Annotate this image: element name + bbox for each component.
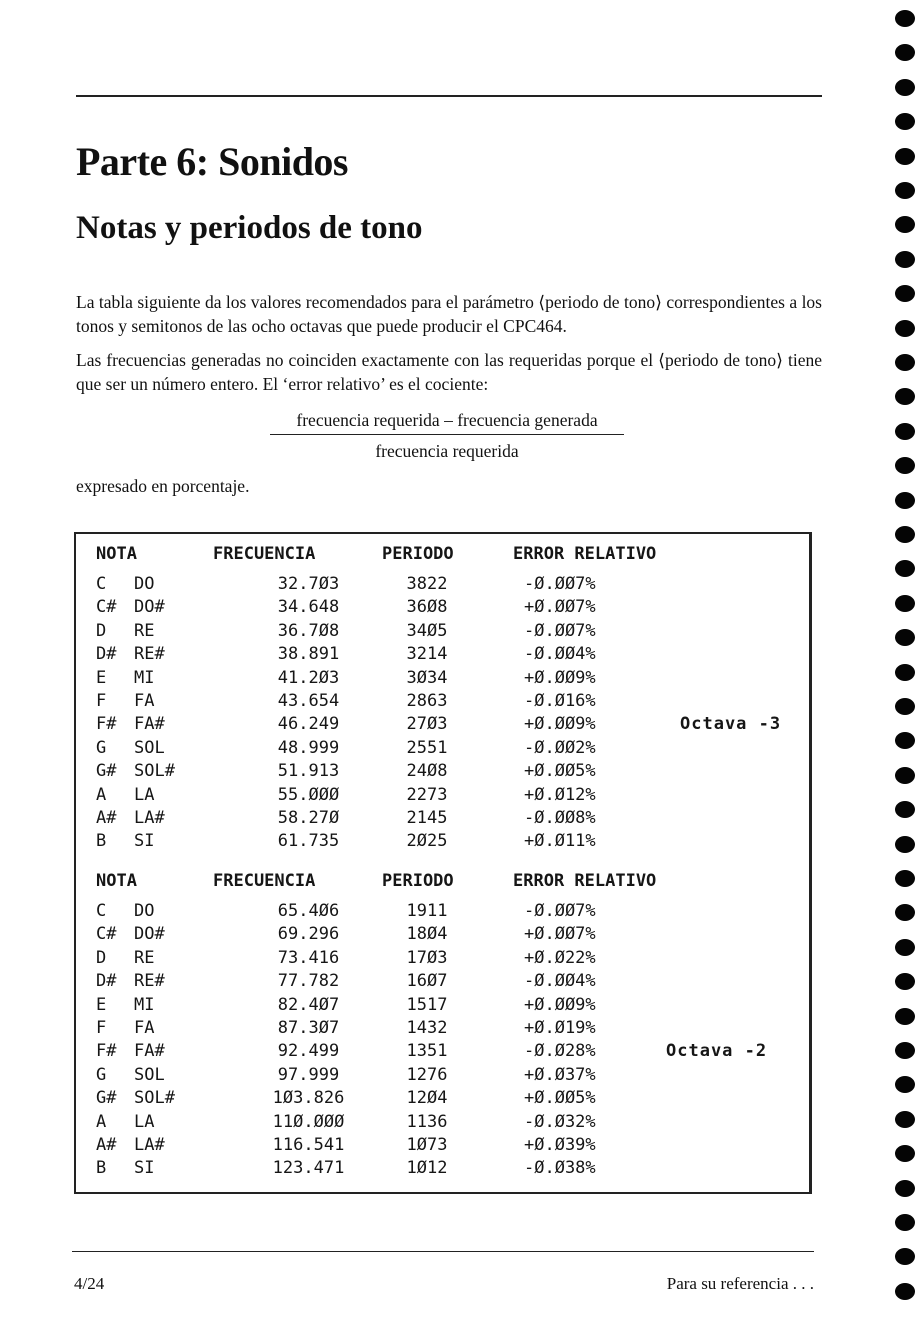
header-note: NOTA (96, 544, 137, 564)
note-letter: C (96, 901, 107, 921)
error-value: +Ø.ØØ7% (524, 597, 596, 618)
error-value: -Ø.ØØ2% (524, 737, 596, 758)
period-value: 34Ø5 (406, 620, 448, 641)
note-name: SOL# (134, 1088, 175, 1109)
note-name: DO (134, 901, 155, 921)
relative-error-fraction (270, 410, 624, 462)
note-name: RE# (134, 971, 165, 992)
note-letter: C (96, 574, 107, 594)
footer-reference: Para su referencia . . . (666, 1274, 814, 1293)
notes-table (74, 532, 812, 1194)
error-value: +Ø.Ø37% (524, 1064, 596, 1085)
frequency-value: 77.782 (277, 971, 340, 992)
frequency-value: 73.416 (277, 947, 340, 968)
table-row (76, 1086, 809, 1110)
header-error: ERROR RELATIVO (513, 544, 657, 564)
explanation-paragraph: Las frecuencias generadas no coinciden exactamente con las requeridas porque el ⟨periodo de tono⟩ tiene que ser un número entero. El ‘error relativo’ es el cociente: (76, 350, 822, 394)
frequency-value: 87.3Ø7 (277, 1018, 340, 1038)
binder-hole-icon (895, 354, 915, 371)
binder-hole-icon (895, 1008, 915, 1025)
note-letter: F (96, 1018, 107, 1038)
error-value: +Ø.ØØ9% (524, 714, 596, 735)
note-letter: F# (96, 1041, 117, 1062)
note-name: LA (134, 1111, 155, 1132)
period-value: 18Ø4 (406, 924, 448, 945)
note-name: FA (134, 1018, 155, 1038)
table-row (76, 619, 809, 643)
octave-label: Octava -2 (666, 1041, 768, 1062)
frequency-value: 82.4Ø7 (277, 994, 340, 1015)
error-value: +Ø.Ø39% (524, 1135, 596, 1155)
binder-hole-icon (895, 629, 915, 646)
binder-hole-icon (895, 457, 915, 474)
period-value: 16Ø7 (406, 971, 448, 992)
error-value: +Ø.ØØ9% (524, 994, 596, 1015)
binder-hole-icon (895, 1076, 915, 1093)
period-value: 3822 (406, 574, 448, 594)
section-subtitle: Notas y periodos de tono (76, 210, 423, 246)
header-error: ERROR RELATIVO (513, 871, 657, 891)
frequency-value: 41.2Ø3 (277, 667, 340, 688)
table-header-row (76, 542, 809, 566)
table-row (76, 736, 809, 760)
period-value: 3Ø34 (406, 667, 448, 688)
table-row (76, 1016, 809, 1040)
period-value: 1911 (406, 901, 448, 921)
note-letter: B (96, 1158, 107, 1179)
note-letter: E (96, 994, 107, 1015)
error-value: -Ø.ØØ7% (524, 901, 596, 921)
period-value: 17Ø3 (406, 947, 448, 968)
note-letter: G# (96, 1088, 117, 1109)
note-name: DO# (134, 597, 165, 618)
period-value: 2863 (406, 691, 448, 711)
frequency-value: 61.735 (277, 831, 340, 852)
binder-hole-icon (895, 801, 915, 818)
period-value: 3214 (406, 644, 448, 665)
frequency-value: 46.249 (277, 714, 340, 735)
page-number: 4/24 (74, 1274, 105, 1293)
binder-holes (895, 0, 924, 1334)
frequency-value: 11Ø.ØØØ (272, 1111, 345, 1132)
note-letter: A (96, 1111, 107, 1132)
period-value: 1276 (406, 1064, 448, 1085)
binder-hole-icon (895, 836, 915, 853)
note-name: DO (134, 574, 155, 594)
table-row (76, 829, 809, 853)
note-name: SI (134, 831, 155, 852)
note-letter: A# (96, 1135, 117, 1155)
frequency-value: 36.7Ø8 (277, 620, 340, 641)
binder-hole-icon (895, 870, 915, 887)
error-value: +Ø.Ø22% (524, 947, 596, 968)
note-name: MI (134, 994, 155, 1015)
period-value: 1432 (406, 1018, 448, 1038)
page-title: Parte 6: Sonidos (76, 139, 348, 184)
frequency-value: 97.999 (277, 1064, 340, 1085)
table-row (76, 946, 809, 970)
binder-hole-icon (895, 698, 915, 715)
error-value: -Ø.ØØ4% (524, 971, 596, 992)
period-value: 2Ø25 (406, 831, 448, 852)
period-value: 36Ø8 (406, 597, 448, 618)
table-row (76, 1063, 809, 1087)
fraction-denominator: frecuencia requerida (375, 441, 519, 461)
note-letter: G# (96, 761, 117, 782)
table-row (76, 642, 809, 666)
error-value: -Ø.Ø16% (524, 691, 596, 711)
binder-hole-icon (895, 664, 915, 681)
note-name: RE# (134, 644, 165, 665)
table-row (76, 1156, 809, 1180)
error-value: -Ø.ØØ8% (524, 808, 596, 828)
frequency-value: 48.999 (277, 737, 340, 758)
error-value: -Ø.Ø32% (524, 1111, 596, 1132)
note-name: FA# (134, 1041, 165, 1062)
binder-hole-icon (895, 320, 915, 337)
binder-hole-icon (895, 973, 915, 990)
header-period: PERIODO (382, 871, 454, 891)
period-value: 12Ø4 (406, 1088, 448, 1109)
table-row (76, 922, 809, 946)
binder-hole-icon (895, 1111, 915, 1128)
frequency-value: 123.471 (272, 1158, 345, 1179)
frequency-value: 65.4Ø6 (277, 901, 340, 921)
frequency-value: 92.499 (277, 1041, 340, 1062)
binder-hole-icon (895, 526, 915, 543)
frequency-value: 34.648 (277, 597, 340, 618)
note-name: MI (134, 667, 155, 688)
table-row (76, 783, 809, 807)
error-value: +Ø.Ø11% (524, 831, 596, 852)
period-value: 2145 (406, 808, 448, 828)
note-letter: F# (96, 714, 117, 735)
error-value: -Ø.ØØ7% (524, 574, 596, 594)
table-row (76, 806, 809, 830)
period-value: 24Ø8 (406, 761, 448, 782)
frequency-value: 1Ø3.826 (272, 1088, 345, 1109)
frequency-value: 58.27Ø (277, 808, 340, 828)
table-row (76, 993, 809, 1017)
note-letter: F (96, 691, 107, 711)
error-value: +Ø.ØØ9% (524, 667, 596, 688)
frequency-value: 69.296 (277, 924, 340, 945)
binder-hole-icon (895, 1180, 915, 1197)
table-row (76, 969, 809, 993)
period-value: 2273 (406, 784, 448, 805)
note-letter: G (96, 1064, 107, 1085)
error-value: -Ø.Ø28% (524, 1041, 596, 1062)
binder-hole-icon (895, 1283, 915, 1300)
note-letter: B (96, 831, 107, 852)
note-name: FA# (134, 714, 165, 735)
percentage-note: expresado en porcentaje. (76, 476, 250, 496)
frequency-value: 55.ØØØ (277, 784, 340, 805)
header-period: PERIODO (382, 544, 454, 564)
bottom-rule (72, 1251, 814, 1252)
period-value: 1Ø12 (406, 1158, 448, 1179)
note-letter: G (96, 737, 107, 758)
period-value: 1136 (406, 1111, 448, 1132)
note-letter: C# (96, 924, 117, 945)
binder-hole-icon (895, 79, 915, 96)
frequency-value: 51.913 (277, 761, 340, 782)
binder-hole-icon (895, 216, 915, 233)
period-value: 1351 (406, 1041, 448, 1062)
note-letter: D# (96, 644, 117, 665)
error-value: +Ø.ØØ5% (524, 1088, 596, 1109)
note-name: SOL (134, 1064, 165, 1085)
header-frequency: FRECUENCIA (213, 544, 316, 564)
binder-hole-icon (895, 148, 915, 165)
fraction-numerator: frecuencia requerida – frecuencia generada (270, 410, 624, 435)
header-frequency: FRECUENCIA (213, 871, 316, 891)
binder-hole-icon (895, 767, 915, 784)
table-row (76, 595, 809, 619)
binder-hole-icon (895, 113, 915, 130)
note-letter: A# (96, 808, 117, 828)
frequency-value: 38.891 (277, 644, 340, 665)
binder-hole-icon (895, 939, 915, 956)
frequency-value: 116.541 (272, 1135, 345, 1155)
binder-hole-icon (895, 251, 915, 268)
table-row (76, 1133, 809, 1157)
note-letter: E (96, 667, 107, 688)
table-row (76, 666, 809, 690)
note-name: LA# (134, 1135, 165, 1155)
note-name: SOL# (134, 761, 175, 782)
note-letter: D (96, 947, 107, 968)
table-row (76, 689, 809, 713)
note-name: DO# (134, 924, 165, 945)
table-row (76, 899, 809, 923)
error-value: +Ø.Ø19% (524, 1018, 596, 1038)
table-row (76, 572, 809, 596)
binder-hole-icon (895, 182, 915, 199)
octave-label: Octava -3 (680, 714, 782, 735)
binder-hole-icon (895, 1145, 915, 1162)
error-value: -Ø.Ø38% (524, 1158, 596, 1179)
table-header-row (76, 869, 809, 893)
error-value: +Ø.ØØ7% (524, 924, 596, 945)
note-name: RE (134, 947, 155, 968)
intro-paragraph: La tabla siguiente da los valores recomendados para el parámetro ⟨periodo de tono⟩ correspondientes a los tonos y semitonos de las ocho octavas que puede producir el CPC464. (76, 292, 822, 336)
table-row (76, 1110, 809, 1134)
frequency-value: 43.654 (277, 691, 340, 711)
note-letter: D (96, 620, 107, 641)
period-value: 1517 (406, 994, 448, 1015)
error-value: +Ø.ØØ5% (524, 761, 596, 782)
binder-hole-icon (895, 1214, 915, 1231)
period-value: 1Ø73 (406, 1135, 448, 1155)
binder-hole-icon (895, 732, 915, 749)
note-name: SI (134, 1158, 155, 1179)
binder-hole-icon (895, 1248, 915, 1265)
note-letter: D# (96, 971, 117, 992)
error-value: +Ø.Ø12% (524, 784, 596, 805)
error-value: -Ø.ØØ4% (524, 644, 596, 665)
note-letter: A (96, 784, 107, 805)
binder-hole-icon (895, 10, 915, 27)
binder-hole-icon (895, 423, 915, 440)
note-letter: C# (96, 597, 117, 618)
frequency-value: 32.7Ø3 (277, 574, 340, 594)
error-value: -Ø.ØØ7% (524, 620, 596, 641)
binder-hole-icon (895, 492, 915, 509)
binder-hole-icon (895, 595, 915, 612)
note-name: RE (134, 620, 155, 641)
note-name: FA (134, 691, 155, 711)
header-note: NOTA (96, 871, 137, 891)
binder-hole-icon (895, 285, 915, 302)
note-name: LA# (134, 808, 165, 828)
binder-hole-icon (895, 44, 915, 61)
binder-hole-icon (895, 904, 915, 921)
note-name: SOL (134, 737, 165, 758)
binder-hole-icon (895, 388, 915, 405)
period-value: 27Ø3 (406, 714, 448, 735)
top-rule (76, 95, 822, 97)
table-row (76, 759, 809, 783)
binder-hole-icon (895, 560, 915, 577)
period-value: 2551 (406, 737, 448, 758)
binder-hole-icon (895, 1042, 915, 1059)
note-name: LA (134, 784, 155, 805)
